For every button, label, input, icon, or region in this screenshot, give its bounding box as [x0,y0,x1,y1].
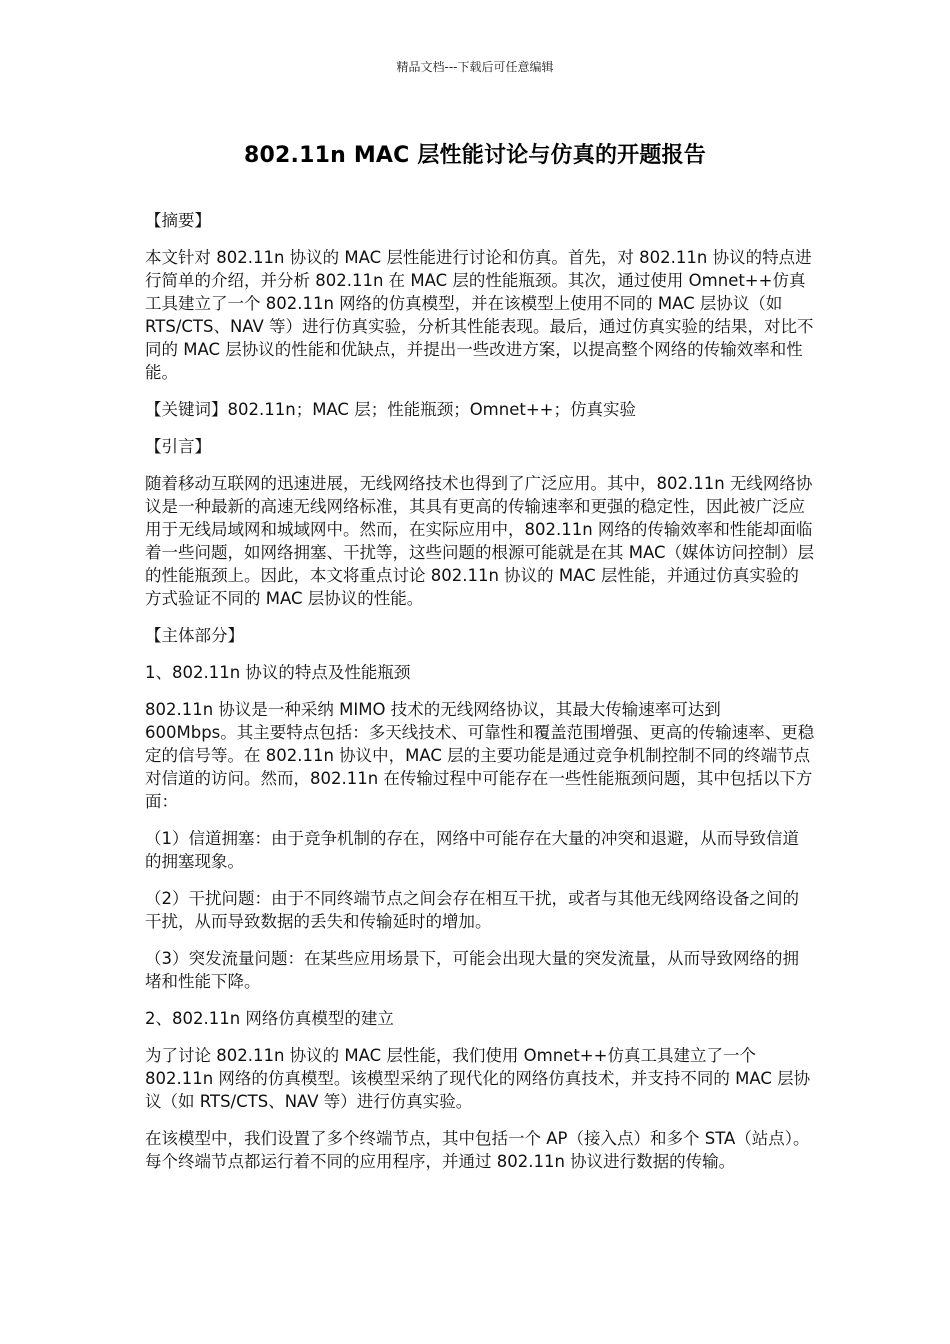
paragraph-abstract: 本文针对 802.11n 协议的 MAC 层性能进行讨论和仿真。首先，对 802.11n 协议的特点进行简单的介绍，并分析 802.11n 在 MAC 层的性能瓶颈。其次，通过使用 Omnet++仿真工具建立了一个 802.11n 网络的仿真模型，并在该模型上使用不同的 MAC 层协议（如 RTS/CTS、NAV 等）进行仿真实验，分析其性能表现。最后，通过仿真实验的结果，对比不同的 MAC 层协议的性能和优缺点，并提出一些改进方案，以提高整个网络的传输效率和性能。 [145,248,814,382]
paragraph-simulation-model: 为了讨论 802.11n 协议的 MAC 层性能，我们使用 Omnet++仿真工具建立了一个 802.11n 网络的仿真模型。该模型采纳了现代化的网络仿真技术，并支持不同的 MAC 层协议（如 RTS/CTS、NAV 等）进行仿真实验。 [145,1046,811,1111]
section-heading-introduction: 【引言】 [145,437,211,456]
section-heading-abstract: 【摘要】 [145,211,211,230]
document-title: 802.11n MAC 层性能讨论与仿真的开题报告 [244,143,706,168]
page-header: 精品文档---下载后可任意编辑 [396,60,554,74]
document-body [145,209,815,1187]
list-item-interference: （2）干扰问题：由于不同终端节点之间会存在相互干扰，或者与其他无线网络设备之间的干扰，从而导致数据的丢失和传输延时的增加。 [145,889,799,931]
paragraph-model-nodes: 在该模型中，我们设置了多个终端节点，其中包括一个 AP（接入点）和多个 STA（站点）。每个终端节点都运行着不同的应用程序，并通过 802.11n 协议进行数据的传输。 [145,1129,810,1171]
list-item-burst-traffic: （3）突发流量问题：在某些应用场景下，可能会出现大量的突发流量，从而导致网络的拥堵和性能下降。 [145,949,799,991]
paragraph-features: 802.11n 协议是一种采纳 MIMO 技术的无线网络协议，其最大传输速率可达到 600Mbps。其主要特点包括：多天线技术、可靠性和覆盖范围增强、更高的传输速率、更稳定的信号等。在 802.11n 协议中，MAC 层的主要功能是通过竞争机制控制不同的终端节点对信道的访问。然而，802.11n 在传输过程中可能存在一些性能瓶颈问题，其中包括以下方面： [145,700,815,811]
subsection-heading-1: 1、802.11n 协议的特点及性能瓶颈 [145,663,411,682]
list-item-channel-congestion: （1）信道拥塞：由于竞争机制的存在，网络中可能存在大量的冲突和退避，从而导致信道的拥塞现象。 [145,829,799,871]
keywords-line: 【关键词】802.11n；MAC 层；性能瓶颈；Omnet++；仿真实验 [145,400,636,419]
subsection-heading-2: 2、802.11n 网络仿真模型的建立 [145,1009,394,1028]
paragraph-introduction: 随着移动互联网的迅速进展，无线网络技术也得到了广泛应用。其中，802.11n 无线网络协议是一种最新的高速无线网络标准，其具有更高的传输速率和更强的稳定性，因此被广泛应用于无线局域网和城域网中。然而，在实际应用中，802.11n 网络的传输效率和性能却面临着一些问题，如网络拥塞、干扰等，这些问题的根源可能就是在其 MAC（媒体访问控制）层的性能瓶颈上。因此，本文将重点讨论 802.11n 协议的 MAC 层性能，并通过仿真实验的方式验证不同的 MAC 层协议的性能。 [145,474,814,608]
section-heading-main: 【主体部分】 [145,626,244,645]
